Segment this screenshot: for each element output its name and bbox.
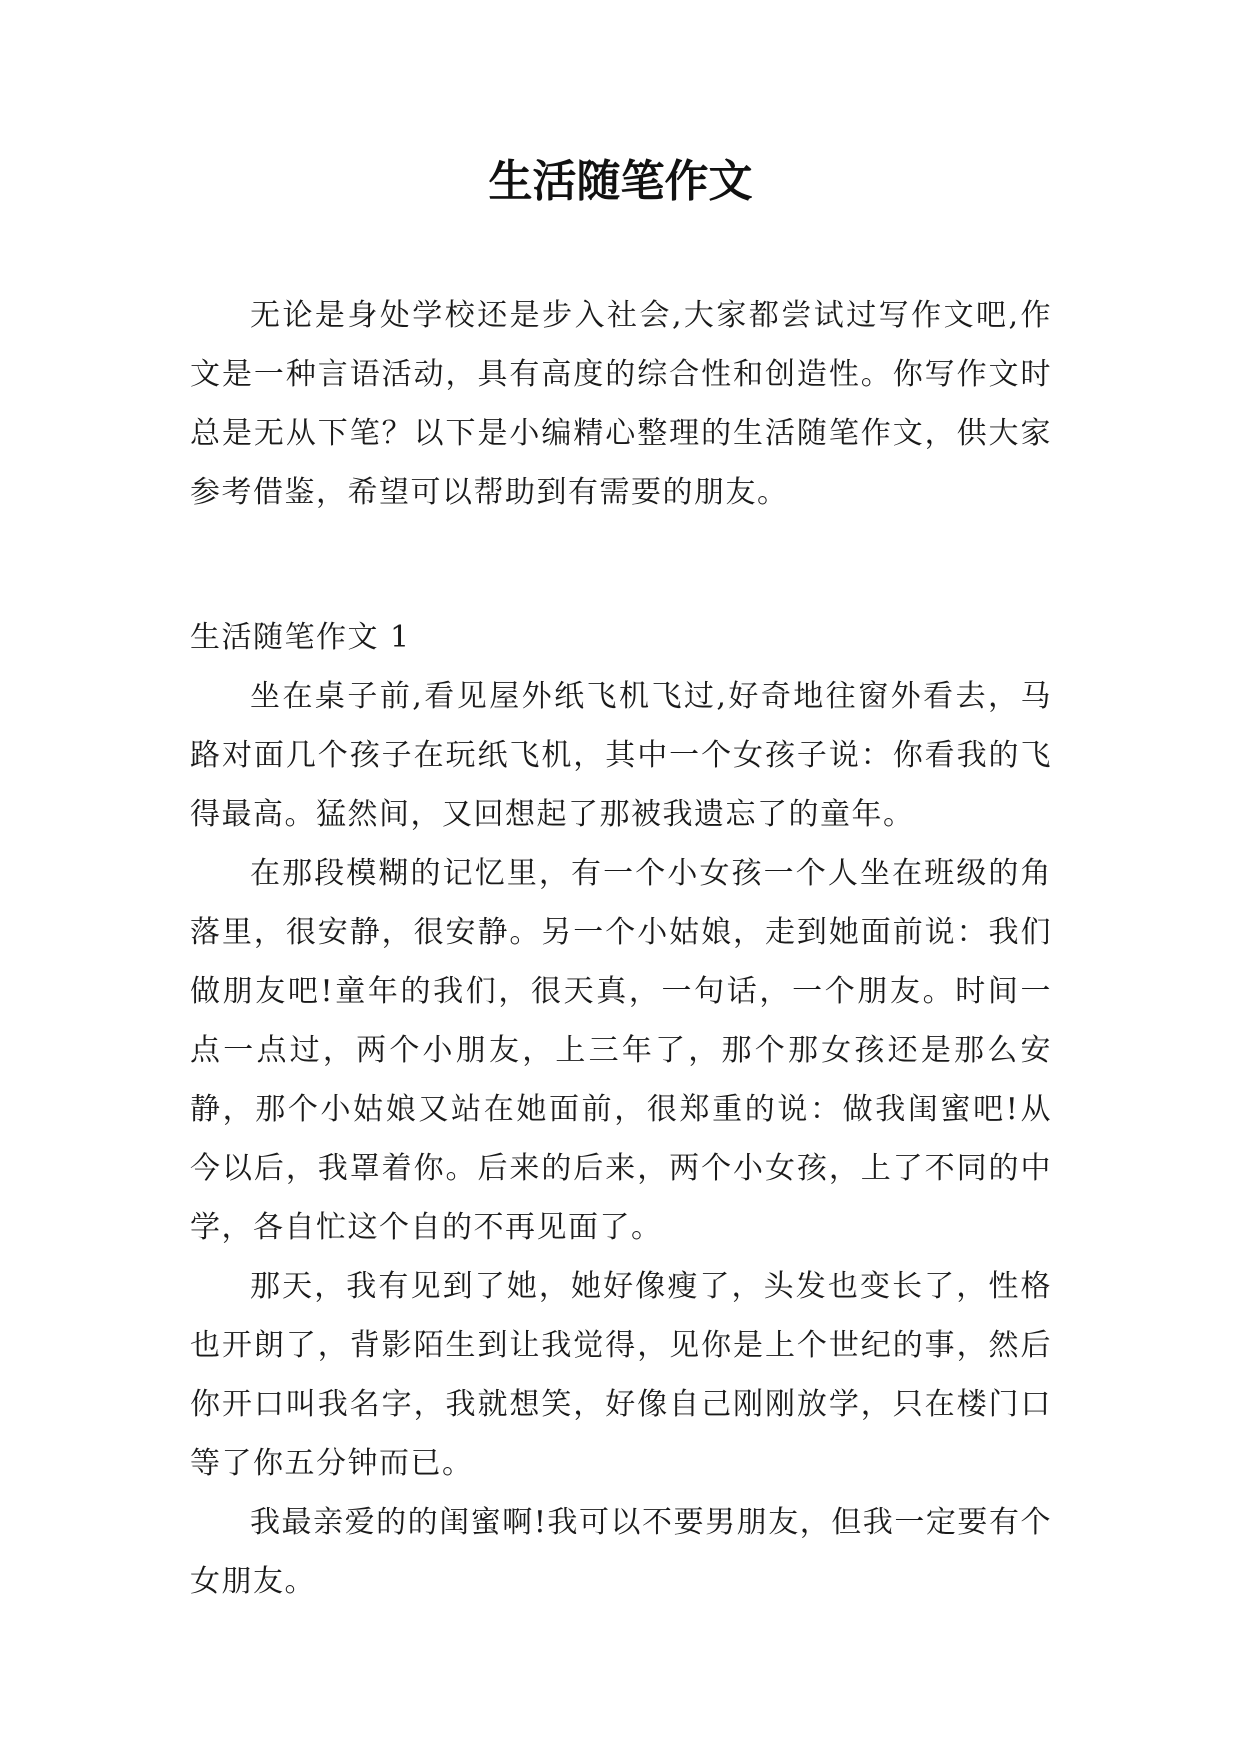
- body-paragraph-4: 我最亲爱的的闺蜜啊!我可以不要男朋友，但我一定要有个女朋友。: [190, 1505, 1052, 1599]
- body-paragraph-3: 那天，我有见到了她，她好像瘦了，头发也变长了，性格也开朗了，背影陌生到让我觉得，见你是上个世纪的事，然后你开口叫我名字，我就想笑，好像自己刚刚放学，只在楼门口等了你五分钟而已。: [190, 1269, 1052, 1481]
- intro-paragraph: 无论是身处学校还是步入社会,大家都尝试过写作文吧,作文是一种言语活动，具有高度的综合性和创造性。你写作文时总是无从下笔？以下是小编精心整理的生活随笔作文，供大家参考借鉴，希望可以帮助到有需要的朋友。: [190, 298, 1052, 510]
- document-title: 生活随笔作文: [488, 156, 753, 207]
- body-paragraph-2: 在那段模糊的记忆里，有一个小女孩一个人坐在班级的角落里，很安静，很安静。另一个小姑娘，走到她面前说：我们做朋友吧!童年的我们，很天真，一句话，一个朋友。时间一点一点过，两个小朋友，上三年了，那个那女孩还是那么安静，那个小姑娘又站在她面前，很郑重的说：做我闺蜜吧!从今以后，我罩着你。后来的后来，两个小女孩，上了不同的中学，各自忙这个自的不再见面了。: [190, 856, 1052, 1245]
- document-body: [190, 286, 1052, 1611]
- section-heading: 生活随笔作文 1: [190, 620, 411, 655]
- body-paragraph-1: 坐在桌子前,看见屋外纸飞机飞过,好奇地往窗外看去，马路对面几个孩子在玩纸飞机，其中一个女孩子说：你看我的飞得最高。猛然间，又回想起了那被我遗忘了的童年。: [190, 679, 1052, 832]
